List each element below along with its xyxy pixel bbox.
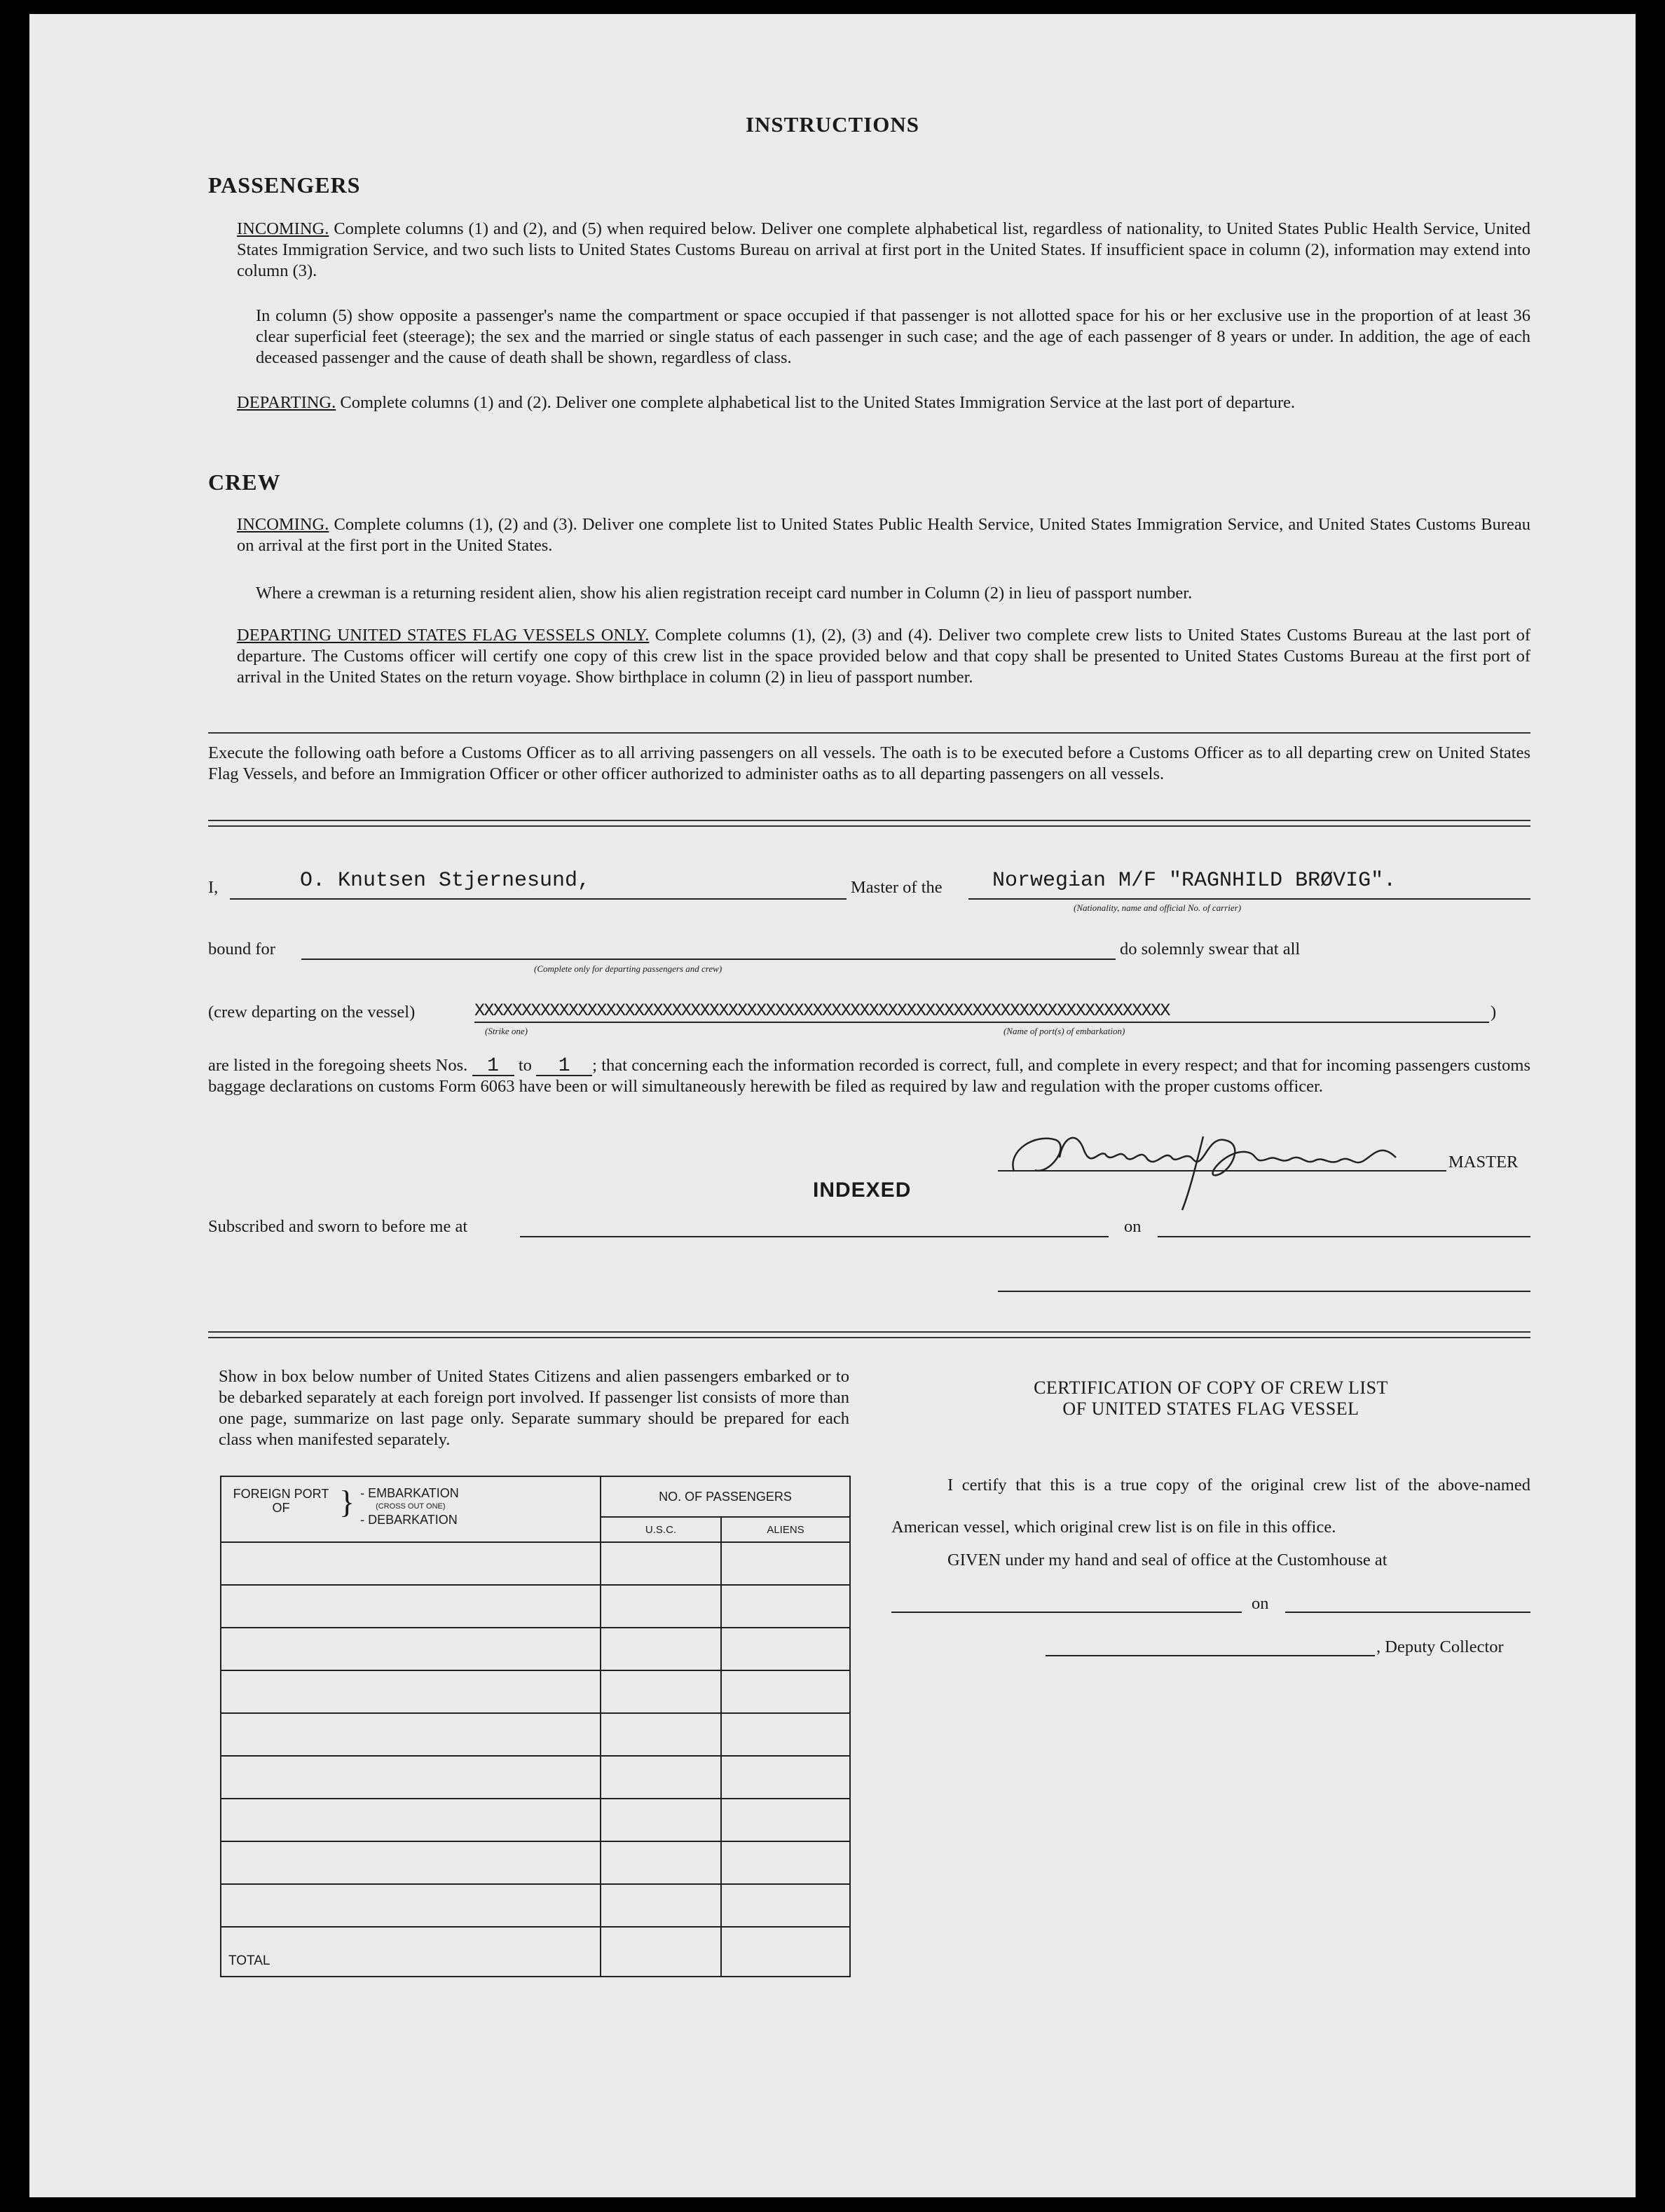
crew-departing-text: Complete columns (1), (2), (3) and (4). Deliver two complete crew lists to United States Customs Bureau at the last port of departure. The Customs officer will certify one copy of this crew list in the space provided below and that copy shall be presented to United States Customs Bureau at the first port of arrival in the United States on the return voyage. Show birthplace in column (2) in lieu of passport number.: [237, 626, 1530, 687]
table-row: [221, 1713, 850, 1756]
double-divider-bottom: [208, 1331, 1530, 1338]
total-label: TOTAL: [221, 1927, 601, 1977]
bound-for-line: [301, 959, 1116, 960]
listed-text: ; that concerning each the information recorded is correct, full, and complete in every respect; and that for incoming passengers customs baggage declarations on customs Form 6063 have been or will simultaneously herewith be filed as required by law and regulation with the proper customs officer.: [208, 1056, 1531, 1096]
listed-statement: [208, 1055, 1530, 1097]
strike-caption: (Strike one): [485, 1026, 528, 1036]
table-row: [221, 1670, 850, 1713]
certification-title-line1: CERTIFICATION OF COPY OF CREW LIST: [1034, 1378, 1388, 1398]
passenger-summary-table: [220, 1476, 851, 1977]
passengers-departing-text: Complete columns (1) and (2). Deliver one complete alphabetical list to the United States Immigration Service at the last port of departure.: [340, 393, 1296, 412]
foreign-port-label: FOREIGN PORT OF: [233, 1487, 329, 1515]
passengers-departing: [237, 392, 1530, 413]
master-name: O. Knutsen Stjernesund,: [300, 869, 591, 893]
total-row: [221, 1927, 850, 1977]
cross-out-label: (CROSS OUT ONE): [376, 1502, 446, 1511]
table-row: [221, 1841, 850, 1884]
summary-instructions: Show in box below number of United States Citizens and alien passengers embarked or to be debarked separately at each foreign port involved. If passenger list consists of more than one page, summarize on last page only. Separate summary should be prepared for each class when manifested separately.: [219, 1367, 849, 1449]
brace: }: [339, 1484, 355, 1520]
deputy-label: , Deputy Collector: [1376, 1637, 1504, 1656]
header-usc: U.S.C.: [601, 1517, 721, 1542]
certification-on-label: on: [1252, 1594, 1269, 1613]
table-row: [221, 1884, 850, 1927]
sheet-from: 1: [472, 1058, 514, 1076]
crew-incoming: [237, 514, 1530, 556]
crew-departing-label: DEPARTING UNITED STATES FLAG VESSELS ONLY.: [237, 626, 650, 645]
debarkation-label: - DEBARKATION: [360, 1513, 458, 1527]
crew-departing-label: (crew departing on the vessel): [208, 1003, 416, 1022]
vessel-caption: (Nationality, name and official No. of carrier): [1074, 902, 1242, 913]
certification-title: [891, 1378, 1530, 1420]
double-divider: [208, 820, 1530, 827]
officer-line: [998, 1291, 1530, 1292]
swear-text: do solemnly swear that all: [1120, 940, 1301, 959]
struck-text: XXXXXXXXXXXXXXXXXXXXXXXXXXXXXXXXXXXXXXXXXXXXXXXXXXXXXXXXXXXXXXXXXXXXXXXXXX: [474, 1001, 1170, 1021]
header-no-passengers: NO. OF PASSENGERS: [601, 1476, 850, 1517]
table-row: [221, 1585, 850, 1628]
passengers-incoming-label: INCOMING.: [237, 219, 329, 238]
to-label: to: [518, 1056, 532, 1075]
certification-title-line2: OF UNITED STATES FLAG VESSEL: [1062, 1399, 1359, 1419]
deputy-line: [1046, 1655, 1375, 1656]
subscribed-place-line: [520, 1236, 1109, 1237]
master-signature: [993, 1108, 1455, 1214]
master-label: MASTER: [1448, 1153, 1519, 1172]
oath-i-label: I,: [208, 878, 219, 897]
table-row: [221, 1756, 850, 1799]
subscribed-on-label: on: [1124, 1217, 1142, 1236]
port-caption: (Name of port(s) of embarkation): [1003, 1026, 1125, 1036]
crew-resident: Where a crewman is a returning resident alien, show his alien registration receipt card number in Column (2) in lieu of passport number.: [256, 584, 1193, 603]
crew-heading: CREW: [208, 469, 281, 495]
passengers-column5: In column (5) show opposite a passenger's name the compartment or space occupied if that passenger is not allotted space for his or her exclusive use in the proportion of at least 36 clear superficial feet (steerage); the sex and the married or single status of each passenger in such case; and the age of each passenger of 8 years or under. In addition, the age of each deceased passenger and the cause of death shall be shown, regardless of class.: [256, 306, 1530, 367]
master-of-label: Master of the: [851, 878, 943, 897]
master-name-line: [230, 898, 847, 900]
bound-for-label: bound for: [208, 940, 275, 959]
header-port: [221, 1476, 601, 1542]
vessel-name: Norwegian M/F "RAGNHILD BRØVIG".: [992, 869, 1397, 893]
subscribed-label: Subscribed and sworn to before me at: [208, 1217, 468, 1236]
crew-departing: [237, 625, 1530, 688]
listed-prefix: are listed in the foregoing sheets Nos.: [208, 1056, 468, 1075]
customhouse-line: [891, 1612, 1242, 1613]
crew-incoming-label: INCOMING.: [237, 515, 329, 534]
passengers-departing-label: DEPARTING.: [237, 393, 336, 412]
crew-incoming-text: Complete columns (1), (2) and (3). Deliver one complete list to United States Public Health Service, United States Immigration Service, and United States Customs Bureau on arrival at the first port in the United States.: [237, 515, 1530, 555]
passengers-incoming: [237, 219, 1530, 282]
table-row: [221, 1628, 850, 1670]
given-text: GIVEN under my hand and seal of office at the Customhouse at: [947, 1551, 1388, 1569]
page-title: INSTRUCTIONS: [745, 112, 919, 137]
table-row: [221, 1542, 850, 1585]
header-aliens: ALIENS: [721, 1517, 850, 1542]
bound-for-caption: (Complete only for departing passengers and crew): [534, 963, 722, 974]
passengers-heading: PASSENGERS: [208, 172, 361, 198]
divider: [208, 732, 1530, 734]
table-row: [221, 1799, 850, 1841]
embarkation-label: - EMBARKATION: [360, 1486, 459, 1500]
passengers-incoming-text: Complete columns (1) and (2), and (5) when required below. Deliver one complete alphabetical list, regardless of nationality, to United States Public Health Service, United States Immigration Service, and two such lists to United States Customs Bureau on arrival at first port in the United States. If insufficient space in column (2), information may extend into column (3).: [237, 219, 1530, 280]
sheet-to: 1: [536, 1058, 592, 1076]
subscribed-date-line: [1158, 1236, 1530, 1237]
certification-date-line: [1285, 1612, 1530, 1613]
embarkation-line: [474, 1022, 1489, 1023]
vessel-line: [968, 898, 1530, 900]
document-page: [29, 14, 1636, 2197]
certify-text: I certify that this is a true copy of the original crew list of the above-named American vessel, which original crew list is on file in this office.: [891, 1476, 1530, 1537]
oath-instructions: Execute the following oath before a Customs Officer as to all arriving passengers on all vessels. The oath is to be executed before a Customs Officer as to all departing crew on United States Flag Vessels, and before an Immigration Officer or other officer authorized to administer oaths as to all departing passengers on all vessels.: [208, 743, 1530, 783]
indexed-stamp: INDEXED: [813, 1179, 912, 1202]
closing-paren: ): [1491, 1003, 1497, 1022]
signature-line: [998, 1170, 1446, 1172]
